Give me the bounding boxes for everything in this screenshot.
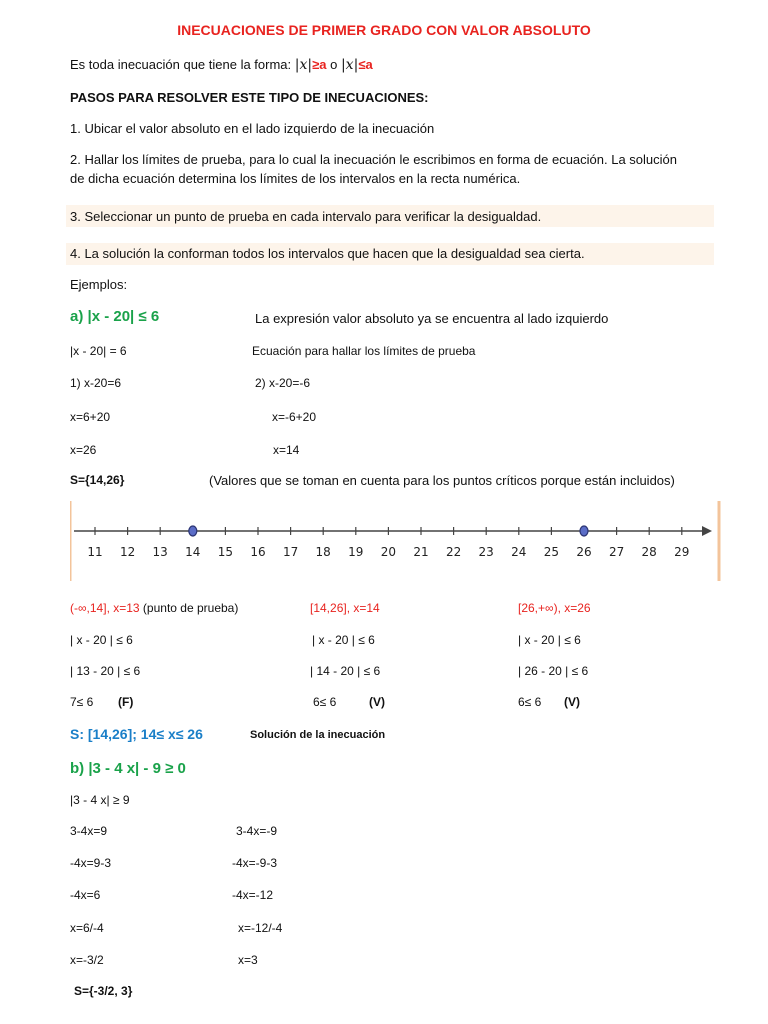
example-a-eq-note: Ecuación para hallar los límites de prueba <box>252 344 476 358</box>
test-1-verdict: (F) <box>118 695 134 709</box>
test-2-l2: | 14 - 20 | ≤ 6 <box>310 664 381 678</box>
a-left-1: 1) x-20=6 <box>70 376 122 390</box>
tick-label: 21 <box>413 545 429 559</box>
test-2-header <box>310 601 380 615</box>
example-a-eq: |x - 20| = 6 <box>70 344 127 358</box>
b-left-3: -4x=6 <box>70 888 101 902</box>
example-b-heading: b) |3 - 4 x| - 9 ≥ 0 <box>70 760 186 777</box>
form1-rel: ≥a <box>312 57 327 72</box>
test-3-header <box>518 601 591 615</box>
steps-heading: PASOS PARA RESOLVER ESTE TIPO DE INECUACIONES: <box>70 90 429 105</box>
tick-label: 11 <box>87 545 103 559</box>
example-a-note: La expresión valor absoluto ya se encuentra al lado izquierdo <box>255 311 609 326</box>
test-1-l3: 7≤ 6 <box>70 695 94 709</box>
test-1-interval: (-∞,14] <box>70 601 107 615</box>
test-2-verdict: (V) <box>369 695 385 709</box>
tick-label: 13 <box>152 545 168 559</box>
b-left-2: -4x=9-3 <box>70 856 112 870</box>
tick-label: 25 <box>543 545 560 559</box>
page-title: INECUACIONES DE PRIMER GRADO CON VALOR ABSOLUTO <box>177 22 591 38</box>
step-1: 1. Ubicar el valor absoluto en el lado izquierdo de la inecuación <box>70 121 435 136</box>
a-left-2: x=6+20 <box>70 410 111 424</box>
test-3-x: , x=26 <box>557 601 591 615</box>
step-3: 3. Seleccionar un punto de prueba en cada intervalo para verificar la desigualdad. <box>70 209 542 224</box>
tick-label: 14 <box>185 545 201 559</box>
test-3-interval: [26,+∞) <box>518 601 558 615</box>
test-3-l1: | x - 20 | ≤ 6 <box>518 633 581 647</box>
example-a-heading: a) |x - 20| ≤ 6 <box>70 308 160 325</box>
tick-label: 23 <box>478 545 494 559</box>
test-1-header <box>70 601 238 615</box>
test-3-l2: | 26 - 20 | ≤ 6 <box>518 664 589 678</box>
tick-label: 17 <box>282 545 299 559</box>
critical-point <box>189 526 197 536</box>
test-1-extra: (punto de prueba) <box>139 601 239 615</box>
b-left-4: x=6/-4 <box>70 921 104 935</box>
test-2-x: , x=14 <box>346 601 380 615</box>
test-2-interval: [14,26] <box>310 601 347 615</box>
tick-label: 29 <box>674 545 690 559</box>
step-2: 2. Hallar los límites de prueba, para lo cual la inecuación le escribimos en forma de ecuación. La solución <box>70 152 677 167</box>
a-right-1: 2) x-20=-6 <box>255 376 311 390</box>
tick-label: 19 <box>348 545 364 559</box>
form1-abs: |x| <box>294 57 313 73</box>
test-1-l2: | 13 - 20 | ≤ 6 <box>70 664 141 678</box>
tick-label: 22 <box>445 545 462 559</box>
tick-label: 12 <box>119 545 136 559</box>
intro-line <box>70 57 373 73</box>
test-2-l1: | x - 20 | ≤ 6 <box>312 633 375 647</box>
tick-label: 27 <box>608 545 625 559</box>
a-final-note: Solución de la inecuación <box>250 729 386 741</box>
or-text: o <box>330 57 338 72</box>
examples-label: Ejemplos: <box>70 277 128 292</box>
test-2-l3: 6≤ 6 <box>313 695 337 709</box>
step-2-cont: de dicha ecuación determina los límites de los intervalos en la recta numérica. <box>70 171 521 186</box>
test-3-l3: 6≤ 6 <box>518 695 542 709</box>
b-right-5: x=3 <box>238 953 258 967</box>
test-1-x: , x=13 <box>106 601 140 615</box>
form2-rel: ≤a <box>358 57 373 72</box>
intro-text: Es toda inecuación que tiene la forma: <box>70 57 292 72</box>
b-right-1: 3-4x=-9 <box>236 824 278 838</box>
a-solution-set: S={14,26} <box>70 473 125 487</box>
tick-label: 18 <box>315 545 331 559</box>
number-line <box>70 501 722 581</box>
b-left-1: 3-4x=9 <box>70 824 108 838</box>
tick-label: 16 <box>250 545 266 559</box>
b-solution-set: S={-3/2, 3} <box>74 984 133 998</box>
tick-label: 28 <box>641 545 657 559</box>
a-right-3: x=14 <box>273 443 300 457</box>
b-right-3: -4x=-12 <box>232 888 274 902</box>
b-right-4: x=-12/-4 <box>238 921 283 935</box>
a-left-3: x=26 <box>70 443 97 457</box>
a-solution-note: (Valores que se toman en cuenta para los puntos críticos porque están incluidos) <box>209 473 675 488</box>
test-1-l1: | x - 20 | ≤ 6 <box>70 633 133 647</box>
b-right-2: -4x=-9-3 <box>232 856 278 870</box>
b-left-5: x=-3/2 <box>70 953 104 967</box>
a-final-solution: S: [14,26]; 14≤ x≤ 26 <box>70 726 203 742</box>
form2-abs: |x| <box>340 57 359 73</box>
example-b-eq: |3 - 4 x| ≥ 9 <box>70 793 130 807</box>
tick-label: 24 <box>511 545 527 559</box>
critical-point <box>580 526 588 536</box>
tick-label: 20 <box>380 545 397 559</box>
test-3-verdict: (V) <box>564 695 580 709</box>
a-right-2: x=-6+20 <box>272 410 317 424</box>
tick-label: 26 <box>576 545 592 559</box>
tick-label: 15 <box>217 545 234 559</box>
step-4: 4. La solución la conforman todos los intervalos que hacen que la desigualdad sea cierta. <box>70 246 585 261</box>
